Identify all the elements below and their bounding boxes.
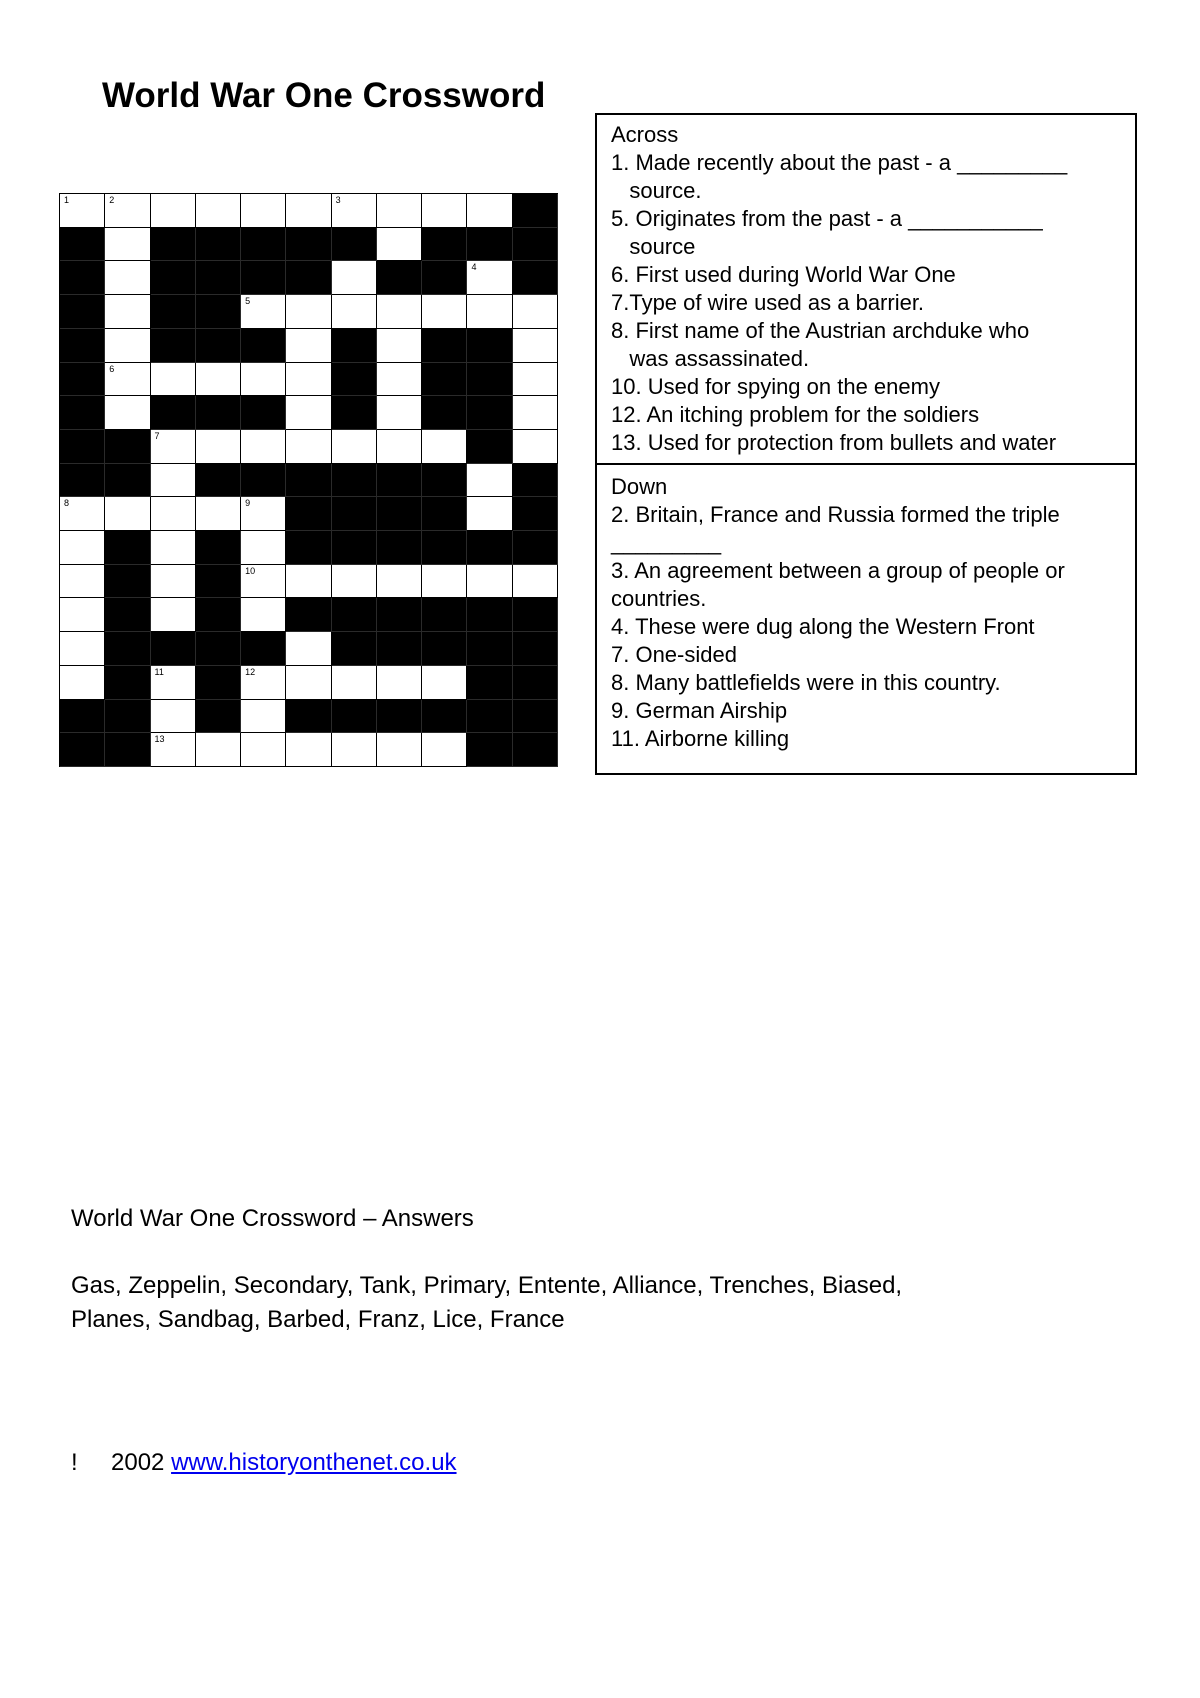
crossword-cell[interactable] bbox=[241, 666, 286, 700]
crossword-cell[interactable] bbox=[241, 700, 286, 734]
crossword-block bbox=[151, 396, 196, 430]
crossword-block bbox=[241, 464, 286, 498]
crossword-block bbox=[332, 464, 377, 498]
crossword-cell[interactable] bbox=[241, 363, 286, 397]
crossword-block bbox=[60, 363, 105, 397]
clue-number: 10 bbox=[245, 565, 256, 576]
crossword-block bbox=[105, 632, 150, 666]
crossword-block bbox=[60, 295, 105, 329]
crossword-block bbox=[241, 261, 286, 295]
crossword-cell[interactable] bbox=[151, 194, 196, 228]
answers-line: Gas, Zeppelin, Secondary, Tank, Primary, Entente, Alliance, Trenches, Biased, bbox=[71, 1272, 903, 1299]
crossword-cell[interactable] bbox=[151, 733, 196, 767]
crossword-block bbox=[422, 363, 467, 397]
crossword-block bbox=[467, 666, 512, 700]
across-clue: source. bbox=[611, 178, 702, 203]
crossword-block bbox=[286, 464, 331, 498]
crossword-block bbox=[105, 464, 150, 498]
crossword-cell[interactable] bbox=[467, 194, 512, 228]
answers-list bbox=[71, 1269, 1111, 1337]
crossword-block bbox=[105, 598, 150, 632]
down-clue: 4. These were dug along the Western Front bbox=[611, 614, 1035, 639]
crossword-cell[interactable] bbox=[286, 733, 331, 767]
across-heading: Across bbox=[611, 122, 679, 147]
copyright-mark: ! bbox=[71, 1449, 78, 1476]
crossword-block bbox=[422, 497, 467, 531]
crossword-block bbox=[105, 700, 150, 734]
copyright-year: 2002 bbox=[111, 1449, 165, 1476]
clue-number: 12 bbox=[245, 666, 256, 677]
crossword-block bbox=[105, 733, 150, 767]
crossword-block bbox=[513, 497, 558, 531]
crossword-cell[interactable] bbox=[422, 194, 467, 228]
down-clue: 8. Many battlefields were in this country. bbox=[611, 670, 1001, 695]
crossword-block bbox=[332, 228, 377, 262]
crossword-block bbox=[377, 531, 422, 565]
crossword-block bbox=[332, 396, 377, 430]
crossword-block bbox=[60, 700, 105, 734]
across-clue: source bbox=[611, 234, 696, 259]
clue-number: 2 bbox=[109, 195, 115, 205]
crossword-cell[interactable] bbox=[60, 531, 105, 565]
crossword-block bbox=[105, 430, 150, 464]
crossword-cell[interactable] bbox=[241, 430, 286, 464]
crossword-block bbox=[196, 295, 241, 329]
down-heading: Down bbox=[611, 474, 668, 499]
crossword-cell[interactable] bbox=[286, 632, 331, 666]
crossword-cell[interactable] bbox=[151, 363, 196, 397]
crossword-block bbox=[377, 464, 422, 498]
crossword-cell[interactable] bbox=[105, 295, 150, 329]
across-clue: 1. Made recently about the past - a _________ bbox=[611, 150, 1068, 175]
crossword-cell[interactable] bbox=[105, 329, 150, 363]
crossword-block bbox=[151, 228, 196, 262]
crossword-block bbox=[60, 261, 105, 295]
crossword-block bbox=[196, 329, 241, 363]
down-clue: 2. Britain, France and Russia formed the triple bbox=[611, 502, 1060, 527]
crossword-cell[interactable] bbox=[60, 565, 105, 599]
crossword-block bbox=[513, 632, 558, 666]
crossword-block bbox=[332, 363, 377, 397]
crossword-grid bbox=[59, 193, 558, 767]
clue-number: 4 bbox=[471, 262, 477, 273]
crossword-block bbox=[241, 396, 286, 430]
crossword-cell[interactable] bbox=[467, 497, 512, 531]
crossword-cell[interactable] bbox=[151, 666, 196, 700]
crossword-cell[interactable] bbox=[513, 329, 558, 363]
crossword-cell[interactable] bbox=[377, 430, 422, 464]
crossword-cell[interactable] bbox=[332, 194, 377, 228]
crossword-cell[interactable] bbox=[241, 531, 286, 565]
crossword-cell[interactable] bbox=[105, 363, 150, 397]
crossword-block bbox=[196, 531, 241, 565]
across-clue: 7.Type of wire used as a barrier. bbox=[611, 290, 925, 315]
clues-box bbox=[595, 113, 1137, 775]
crossword-cell[interactable] bbox=[241, 733, 286, 767]
crossword-cell[interactable] bbox=[332, 261, 377, 295]
crossword-block bbox=[196, 666, 241, 700]
crossword-block bbox=[105, 531, 150, 565]
crossword-block bbox=[422, 598, 467, 632]
crossword-block bbox=[196, 598, 241, 632]
crossword-cell[interactable] bbox=[467, 261, 512, 295]
crossword-block bbox=[151, 261, 196, 295]
crossword-block bbox=[332, 598, 377, 632]
page-title: World War One Crossword bbox=[102, 76, 546, 115]
crossword-cell[interactable] bbox=[377, 329, 422, 363]
footer bbox=[71, 1447, 457, 1479]
crossword-block bbox=[377, 700, 422, 734]
down-clue: 3. An agreement between a group of people or bbox=[611, 558, 1065, 583]
across-clue: was assassinated. bbox=[611, 346, 810, 371]
crossword-block bbox=[422, 632, 467, 666]
crossword-block bbox=[151, 295, 196, 329]
crossword-block bbox=[241, 329, 286, 363]
answers-heading: World War One Crossword – Answers bbox=[71, 1205, 474, 1232]
crossword-block bbox=[196, 464, 241, 498]
crossword-block bbox=[151, 632, 196, 666]
crossword-cell[interactable] bbox=[151, 497, 196, 531]
crossword-cell[interactable] bbox=[241, 497, 286, 531]
crossword-block bbox=[332, 700, 377, 734]
across-clue: 6. First used during World War One bbox=[611, 262, 956, 287]
crossword-block bbox=[241, 228, 286, 262]
crossword-block bbox=[513, 598, 558, 632]
crossword-block bbox=[467, 700, 512, 734]
crossword-cell[interactable] bbox=[377, 733, 422, 767]
crossword-block bbox=[332, 531, 377, 565]
crossword-cell[interactable] bbox=[377, 565, 422, 599]
clue-number: 9 bbox=[245, 498, 251, 509]
crossword-cell[interactable] bbox=[241, 194, 286, 228]
crossword-cell[interactable] bbox=[105, 497, 150, 531]
crossword-cell[interactable] bbox=[60, 497, 105, 531]
crossword-block bbox=[60, 396, 105, 430]
crossword-block bbox=[105, 565, 150, 599]
down-clue: 11. Airborne killing bbox=[611, 726, 790, 751]
crossword-cell[interactable] bbox=[241, 598, 286, 632]
crossword-block bbox=[60, 464, 105, 498]
crossword-cell[interactable] bbox=[196, 733, 241, 767]
crossword-cell[interactable] bbox=[151, 700, 196, 734]
crossword-block bbox=[467, 733, 512, 767]
crossword-block bbox=[422, 261, 467, 295]
crossword-cell[interactable] bbox=[196, 194, 241, 228]
crossword-cell[interactable] bbox=[60, 194, 105, 228]
crossword-cell[interactable] bbox=[422, 565, 467, 599]
crossword-block bbox=[513, 531, 558, 565]
crossword-cell[interactable] bbox=[151, 598, 196, 632]
clue-number: 1 bbox=[64, 195, 70, 205]
crossword-block bbox=[286, 598, 331, 632]
crossword-block bbox=[422, 531, 467, 565]
crossword-cell[interactable] bbox=[377, 396, 422, 430]
crossword-block bbox=[467, 531, 512, 565]
crossword-cell[interactable] bbox=[332, 666, 377, 700]
crossword-cell[interactable] bbox=[332, 565, 377, 599]
across-clues bbox=[597, 115, 1135, 463]
crossword-cell[interactable] bbox=[241, 295, 286, 329]
crossword-block bbox=[286, 497, 331, 531]
crossword-block bbox=[286, 700, 331, 734]
crossword-block bbox=[241, 632, 286, 666]
down-clue: 7. One-sided bbox=[611, 642, 737, 667]
website-link[interactable]: www.historyonthenet.co.uk bbox=[171, 1449, 457, 1476]
across-clue: 10. Used for spying on the enemy bbox=[611, 374, 940, 399]
crossword-cell[interactable] bbox=[196, 363, 241, 397]
crossword-cell[interactable] bbox=[105, 261, 150, 295]
crossword-cell[interactable] bbox=[286, 194, 331, 228]
crossword-block bbox=[467, 598, 512, 632]
crossword-block bbox=[377, 598, 422, 632]
answers-line: Planes, Sandbag, Barbed, Franz, Lice, France bbox=[71, 1306, 565, 1333]
crossword-cell[interactable] bbox=[151, 464, 196, 498]
down-clues bbox=[597, 463, 1135, 773]
crossword-block bbox=[332, 632, 377, 666]
crossword-cell[interactable] bbox=[286, 295, 331, 329]
crossword-block bbox=[513, 700, 558, 734]
crossword-cell[interactable] bbox=[377, 194, 422, 228]
crossword-cell[interactable] bbox=[286, 565, 331, 599]
crossword-block bbox=[377, 632, 422, 666]
down-clue: _________ bbox=[611, 530, 722, 555]
clue-number: 11 bbox=[154, 666, 164, 677]
crossword-cell[interactable] bbox=[377, 228, 422, 262]
crossword-cell[interactable] bbox=[467, 565, 512, 599]
crossword-block bbox=[196, 632, 241, 666]
crossword-cell[interactable] bbox=[286, 396, 331, 430]
crossword-cell[interactable] bbox=[60, 666, 105, 700]
crossword-block bbox=[286, 261, 331, 295]
crossword-block bbox=[196, 565, 241, 599]
crossword-block bbox=[286, 228, 331, 262]
crossword-block bbox=[332, 329, 377, 363]
crossword-cell[interactable] bbox=[241, 565, 286, 599]
clue-number: 5 bbox=[245, 296, 251, 307]
clue-number: 7 bbox=[154, 430, 160, 441]
crossword-cell[interactable] bbox=[513, 565, 558, 599]
crossword-cell[interactable] bbox=[513, 396, 558, 430]
crossword-cell[interactable] bbox=[151, 430, 196, 464]
crossword-block bbox=[196, 228, 241, 262]
crossword-cell[interactable] bbox=[422, 430, 467, 464]
crossword-cell[interactable] bbox=[196, 430, 241, 464]
crossword-cell[interactable] bbox=[196, 497, 241, 531]
crossword-block bbox=[422, 396, 467, 430]
clue-number: 3 bbox=[335, 195, 341, 205]
crossword-cell[interactable] bbox=[105, 396, 150, 430]
crossword-block bbox=[377, 497, 422, 531]
crossword-block bbox=[467, 329, 512, 363]
crossword-block bbox=[513, 733, 558, 767]
crossword-block bbox=[422, 329, 467, 363]
crossword-cell[interactable] bbox=[467, 464, 512, 498]
crossword-block bbox=[196, 700, 241, 734]
crossword-block bbox=[151, 329, 196, 363]
crossword-block bbox=[60, 430, 105, 464]
crossword-block bbox=[513, 228, 558, 262]
crossword-cell[interactable] bbox=[151, 531, 196, 565]
crossword-block bbox=[60, 228, 105, 262]
crossword-block bbox=[467, 396, 512, 430]
crossword-cell[interactable] bbox=[377, 666, 422, 700]
crossword-block bbox=[467, 363, 512, 397]
crossword-block bbox=[467, 228, 512, 262]
crossword-cell[interactable] bbox=[467, 295, 512, 329]
crossword-block bbox=[196, 261, 241, 295]
crossword-block bbox=[60, 733, 105, 767]
crossword-block bbox=[422, 464, 467, 498]
crossword-block bbox=[513, 194, 558, 228]
clue-number: 13 bbox=[154, 734, 165, 745]
crossword-cell[interactable] bbox=[286, 430, 331, 464]
crossword-block bbox=[513, 261, 558, 295]
across-clue: 8. First name of the Austrian archduke who bbox=[611, 318, 1030, 343]
crossword-block bbox=[377, 261, 422, 295]
crossword-block bbox=[60, 329, 105, 363]
down-clue: countries. bbox=[611, 586, 707, 611]
crossword-cell[interactable] bbox=[422, 295, 467, 329]
crossword-cell[interactable] bbox=[513, 363, 558, 397]
across-clue: 13. Used for protection from bullets and water bbox=[611, 430, 1057, 455]
crossword-block bbox=[286, 531, 331, 565]
crossword-block bbox=[196, 396, 241, 430]
crossword-block bbox=[467, 430, 512, 464]
clue-number: 6 bbox=[109, 363, 115, 374]
crossword-block bbox=[422, 700, 467, 734]
crossword-block bbox=[105, 666, 150, 700]
crossword-cell[interactable] bbox=[513, 295, 558, 329]
down-clue: 9. German Airship bbox=[611, 698, 788, 723]
crossword-cell[interactable] bbox=[286, 329, 331, 363]
clue-number: 8 bbox=[64, 498, 70, 509]
crossword-cell[interactable] bbox=[60, 632, 105, 666]
crossword-block bbox=[513, 464, 558, 498]
crossword-block bbox=[467, 632, 512, 666]
crossword-cell[interactable] bbox=[60, 598, 105, 632]
across-clue: 12. An itching problem for the soldiers bbox=[611, 402, 980, 427]
crossword-cell[interactable] bbox=[286, 363, 331, 397]
crossword-cell[interactable] bbox=[151, 565, 196, 599]
crossword-block bbox=[332, 497, 377, 531]
crossword-cell[interactable] bbox=[377, 295, 422, 329]
crossword-cell[interactable] bbox=[105, 228, 150, 262]
crossword-block bbox=[513, 666, 558, 700]
crossword-cell[interactable] bbox=[377, 363, 422, 397]
crossword-block bbox=[422, 228, 467, 262]
crossword-cell[interactable] bbox=[422, 666, 467, 700]
crossword-cell[interactable] bbox=[422, 733, 467, 767]
crossword-cell[interactable] bbox=[286, 666, 331, 700]
crossword-cell[interactable] bbox=[513, 430, 558, 464]
crossword-cell[interactable] bbox=[332, 733, 377, 767]
crossword-cell[interactable] bbox=[105, 194, 150, 228]
across-clue: 5. Originates from the past - a ___________ bbox=[611, 206, 1043, 231]
crossword-cell[interactable] bbox=[332, 430, 377, 464]
crossword-cell[interactable] bbox=[332, 295, 377, 329]
